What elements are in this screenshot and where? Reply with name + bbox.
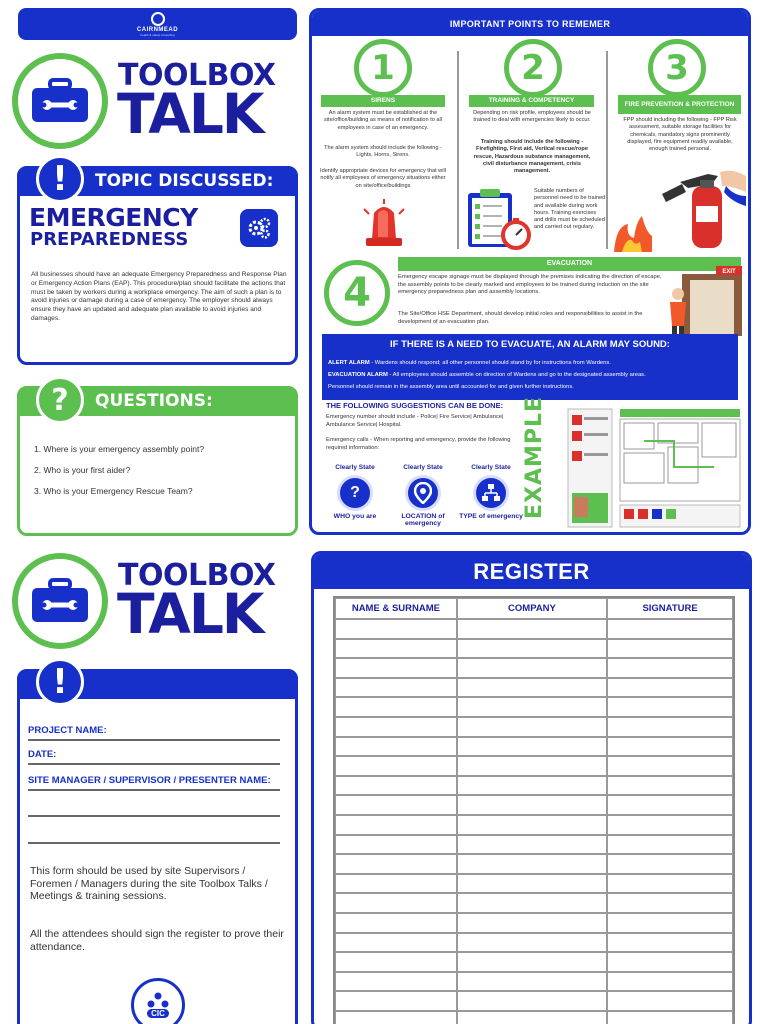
state-caption: TYPE of emergency bbox=[459, 513, 523, 520]
assembly-remain-text: Personnel should remain in the assembly area until accounted for and given further instructions. bbox=[328, 384, 574, 390]
logo-dots-icon bbox=[145, 992, 171, 1008]
brand-name: CAIRNMEAD bbox=[136, 26, 179, 33]
company-cell[interactable] bbox=[457, 717, 607, 737]
signature-cell[interactable] bbox=[607, 717, 733, 737]
sirens-text-1: An alarm system must be established at the site/office/building as means of notification to all employees in case of an emergency. bbox=[323, 110, 443, 131]
company-cell[interactable] bbox=[457, 795, 607, 815]
table-row bbox=[335, 913, 733, 933]
training-text-3: Suitable numbers of personnel need to be trained and available during work hours. Training exercises and drills must be scheduled and carried out regulary. bbox=[534, 188, 606, 231]
alarm-box-title: IF THERE IS A NEED TO EVACUATE, AN ALARM MAY SOUND: bbox=[322, 336, 738, 352]
table-row bbox=[335, 874, 733, 894]
table-row bbox=[335, 776, 733, 796]
toolbox-title: TOOLBOX bbox=[118, 558, 276, 593]
questions-list bbox=[34, 439, 204, 502]
suggestions-title: THE FOLLOWING SUGGESTIONS CAN BE DONE: bbox=[326, 401, 504, 410]
table-row bbox=[335, 972, 733, 992]
toolbox-icon bbox=[30, 78, 90, 124]
brand-tagline: health & safety consulting bbox=[140, 32, 175, 37]
name-cell[interactable] bbox=[335, 874, 457, 894]
name-cell[interactable] bbox=[335, 952, 457, 972]
question-item: 1. Where is your emergency assembly point? bbox=[34, 444, 205, 454]
toolbox-badge bbox=[12, 53, 108, 149]
evacuation-text-1: Emergency escape signage must be displayed through the premises indicating the direction of escape, the assembly points to be clearly marked and employees to be trained during induction on the site emergency preparedness plan and assembly locations. bbox=[398, 274, 662, 296]
name-cell[interactable] bbox=[335, 678, 457, 698]
evacuation-alarm-label: EVACUATION ALARM bbox=[328, 372, 388, 378]
attendance-form-card bbox=[17, 662, 298, 1024]
number-one-badge: 1 bbox=[354, 39, 412, 97]
state-type bbox=[458, 464, 524, 520]
exclamation-icon: ! bbox=[36, 155, 84, 203]
company-cell[interactable] bbox=[457, 913, 607, 933]
number-two-badge: 2 bbox=[504, 39, 562, 97]
training-tag: TRAINING & COMPETENCY bbox=[469, 95, 594, 107]
company-cell[interactable] bbox=[457, 619, 607, 639]
signature-cell[interactable] bbox=[607, 697, 733, 717]
register-panel bbox=[311, 551, 752, 1024]
number-four-badge: 4 bbox=[324, 260, 390, 326]
example-label: EXAMPLE bbox=[522, 395, 547, 519]
signature-cell[interactable] bbox=[607, 639, 733, 659]
fire-extinguisher-icon bbox=[608, 166, 748, 254]
signature-cell[interactable] bbox=[607, 658, 733, 678]
name-cell[interactable] bbox=[335, 933, 457, 953]
site-manager-field-line[interactable] bbox=[28, 842, 280, 844]
form-instructions-2: All the attendees should sign the register to prove their attendance. bbox=[30, 928, 284, 953]
cic-logo-text: CIC bbox=[147, 1009, 169, 1018]
company-cell[interactable] bbox=[457, 737, 607, 757]
site-manager-label: SITE MANAGER / SUPERVISOR / PRESENTER NAME: bbox=[28, 775, 271, 786]
training-text-1: Depending on risk profile, employees should be trained to deal with emergencies likely to occur. bbox=[473, 110, 591, 124]
site-manager-field-line[interactable] bbox=[28, 815, 280, 817]
training-text-2: Training should include the following - Firefighting, First aid, Vertical rescue/rope rescue, Hazardous substance management, civil disturbance management, crisis management. bbox=[473, 139, 591, 175]
signature-cell[interactable] bbox=[607, 678, 733, 698]
table-row bbox=[335, 835, 733, 855]
state-location bbox=[390, 464, 456, 528]
state-title: Clearly State bbox=[471, 464, 511, 471]
number-three-badge: 3 bbox=[648, 39, 706, 97]
name-cell[interactable] bbox=[335, 1011, 457, 1024]
gears-icon bbox=[240, 209, 278, 247]
talk-title: TALK bbox=[117, 82, 263, 146]
name-cell[interactable] bbox=[335, 717, 457, 737]
state-caption: LOCATION of emergency bbox=[401, 513, 445, 528]
table-row bbox=[335, 991, 733, 1011]
company-cell[interactable] bbox=[457, 835, 607, 855]
toolbox-icon bbox=[30, 578, 90, 624]
register-rows bbox=[335, 619, 733, 1024]
name-cell[interactable] bbox=[335, 991, 457, 1011]
signature-cell[interactable] bbox=[607, 756, 733, 776]
company-cell[interactable] bbox=[457, 972, 607, 992]
questions-header-label: QUESTIONS: bbox=[95, 391, 213, 411]
date-field[interactable] bbox=[28, 763, 280, 765]
register-title: REGISTER bbox=[314, 554, 749, 589]
company-cell[interactable] bbox=[457, 776, 607, 796]
evacuation-alarm-text: - All employees should assemble on direction of Wardens and go to the designated assembly areas. bbox=[387, 372, 646, 378]
table-row bbox=[335, 697, 733, 717]
suggestion-1: Emergency number should include - Police| Fire Service| Ambulance| Ambulance Service| Hospital. bbox=[326, 414, 504, 428]
name-cell[interactable] bbox=[335, 972, 457, 992]
signature-cell[interactable] bbox=[607, 776, 733, 796]
company-cell[interactable] bbox=[457, 678, 607, 698]
project-name-label: PROJECT NAME: bbox=[28, 725, 107, 736]
state-who bbox=[322, 464, 388, 520]
company-cell[interactable] bbox=[457, 854, 607, 874]
topic-title-line1: EMERGENCY bbox=[29, 203, 198, 232]
signature-cell[interactable] bbox=[607, 933, 733, 953]
signature-cell[interactable] bbox=[607, 991, 733, 1011]
name-cell[interactable] bbox=[335, 854, 457, 874]
table-row bbox=[335, 795, 733, 815]
company-cell[interactable] bbox=[457, 952, 607, 972]
site-manager-field[interactable] bbox=[28, 789, 280, 791]
brand-logo-icon bbox=[151, 12, 165, 26]
table-row bbox=[335, 639, 733, 659]
column-header-company: COMPANY bbox=[457, 598, 607, 619]
questions-card bbox=[17, 382, 298, 536]
table-row bbox=[335, 717, 733, 737]
clipboard-stopwatch-icon bbox=[464, 185, 534, 251]
signature-cell[interactable] bbox=[607, 854, 733, 874]
table-row bbox=[335, 815, 733, 835]
date-label: DATE: bbox=[28, 749, 57, 760]
column-header-name: NAME & SURNAME bbox=[335, 598, 457, 619]
table-row bbox=[335, 619, 733, 639]
table-row bbox=[335, 756, 733, 776]
table-row bbox=[335, 1011, 733, 1024]
question-item: 3. Who is your Emergency Rescue Team? bbox=[34, 486, 193, 496]
sirens-text-2: The alarm system should include the following - Lights, Horns, Sirens. bbox=[324, 145, 442, 159]
signature-cell[interactable] bbox=[607, 619, 733, 639]
project-name-field[interactable] bbox=[28, 739, 280, 741]
question-item: 2. Who is your first aider? bbox=[34, 465, 131, 475]
evacuation-text-2: The Site/Office HSE Department, should develop initial roles and responsibilities to assist in the development of an evacuation plan. bbox=[398, 311, 643, 325]
company-cell[interactable] bbox=[457, 815, 607, 835]
signature-cell[interactable] bbox=[607, 795, 733, 815]
state-title: Clearly State bbox=[403, 464, 443, 471]
signature-cell[interactable] bbox=[607, 815, 733, 835]
sirens-text-3: Identify appropriate devices for emergency that will notify all employees of emergency situations either on site/office/buildings bbox=[320, 168, 446, 189]
company-cell[interactable] bbox=[457, 893, 607, 913]
state-caption: WHO you are bbox=[333, 513, 377, 520]
name-cell[interactable] bbox=[335, 619, 457, 639]
company-cell[interactable] bbox=[457, 1011, 607, 1024]
name-cell[interactable] bbox=[335, 795, 457, 815]
alert-alarm-label: ALERT ALARM bbox=[328, 360, 370, 366]
column-divider bbox=[457, 51, 459, 249]
exit-door-icon bbox=[662, 266, 748, 336]
topic-title-line2: PREPAREDNESS bbox=[30, 229, 189, 250]
table-row bbox=[335, 933, 733, 953]
company-cell[interactable] bbox=[457, 933, 607, 953]
table-row bbox=[335, 737, 733, 757]
register-table bbox=[333, 596, 735, 1024]
name-cell[interactable] bbox=[335, 776, 457, 796]
exclamation-icon: ! bbox=[36, 658, 84, 706]
topic-body: All businesses should have an adequate Emergency Preparedness and Response Plan or Emergency Action Plans (EAP). This procedure/plan should facilitate the actions that must be taken by workers during a workplace emergency. The aim of such a plan is to avoid injuries or damage during a case of emergency. The employer should always ensure they have an updated and adequate plan available to avoid injuries and damages. bbox=[31, 271, 287, 323]
suggestion-2: Emergency calls - When reporting and emergency, provide the following required information: bbox=[326, 437, 511, 451]
location-pin-icon bbox=[405, 475, 441, 511]
exit-sign-label: EXIT bbox=[722, 269, 736, 275]
state-title: Clearly State bbox=[335, 464, 375, 471]
company-cell[interactable] bbox=[457, 697, 607, 717]
topic-card bbox=[17, 159, 298, 365]
alert-alarm-line bbox=[328, 360, 738, 368]
evacuation-plan-example-image bbox=[564, 401, 744, 531]
signature-cell[interactable] bbox=[607, 913, 733, 933]
name-cell[interactable] bbox=[335, 756, 457, 776]
alert-alarm-text: - Wardens should respond; all other personnel should stand by for instructions from Wardens. bbox=[369, 360, 611, 366]
signature-cell[interactable] bbox=[607, 835, 733, 855]
hierarchy-icon bbox=[473, 475, 509, 511]
sirens-tag: SIRENS bbox=[321, 95, 445, 107]
talk-title: TALK bbox=[117, 582, 263, 646]
table-row bbox=[335, 854, 733, 874]
signature-cell[interactable] bbox=[607, 972, 733, 992]
name-cell[interactable] bbox=[335, 815, 457, 835]
topic-header-label: TOPIC DISCUSSED: bbox=[95, 171, 274, 191]
name-cell[interactable] bbox=[335, 835, 457, 855]
company-cell[interactable] bbox=[457, 658, 607, 678]
table-row bbox=[335, 658, 733, 678]
toolbox-badge bbox=[12, 553, 108, 649]
name-cell[interactable] bbox=[335, 737, 457, 757]
siren-light-icon bbox=[360, 199, 408, 249]
company-cell[interactable] bbox=[457, 874, 607, 894]
name-cell[interactable] bbox=[335, 913, 457, 933]
company-cell[interactable] bbox=[457, 639, 607, 659]
signature-cell[interactable] bbox=[607, 952, 733, 972]
company-cell[interactable] bbox=[457, 756, 607, 776]
name-cell[interactable] bbox=[335, 639, 457, 659]
important-points-panel bbox=[309, 8, 751, 535]
fire-prevention-tag: FIRE PREVENTION & PROTECTION bbox=[618, 95, 741, 114]
signature-cell[interactable] bbox=[607, 874, 733, 894]
name-cell[interactable] bbox=[335, 658, 457, 678]
signature-cell[interactable] bbox=[607, 893, 733, 913]
company-cell[interactable] bbox=[457, 991, 607, 1011]
name-cell[interactable] bbox=[335, 697, 457, 717]
question-mark-icon: ? bbox=[36, 376, 84, 424]
important-points-header: IMPORTANT POINTS TO REMEMER bbox=[312, 11, 748, 36]
evacuation-tag: EVACUATION bbox=[398, 257, 741, 271]
fire-prevention-text: FPP should including the following - FPP Risk assessment, suitable storage facilities for chemicals, mandatory signs prominently displayed, fire equipment readily available, enough trained personal. bbox=[623, 117, 737, 153]
cic-logo bbox=[131, 978, 185, 1024]
person-question-icon: ? bbox=[337, 475, 373, 511]
signature-cell[interactable] bbox=[607, 737, 733, 757]
column-header-signature: SIGNATURE bbox=[607, 598, 733, 619]
form-instructions-1: This form should be used by site Supervisors / Foremen / Managers during the site Toolbox Talks / Meetings & training sessions. bbox=[30, 865, 268, 903]
toolbox-title: TOOLBOX bbox=[118, 58, 276, 93]
table-row bbox=[335, 952, 733, 972]
table-row bbox=[335, 678, 733, 698]
evacuation-alarm-line bbox=[328, 372, 738, 380]
name-cell[interactable] bbox=[335, 893, 457, 913]
table-row bbox=[335, 893, 733, 913]
signature-cell[interactable] bbox=[607, 1011, 733, 1024]
brand-banner bbox=[18, 8, 297, 40]
